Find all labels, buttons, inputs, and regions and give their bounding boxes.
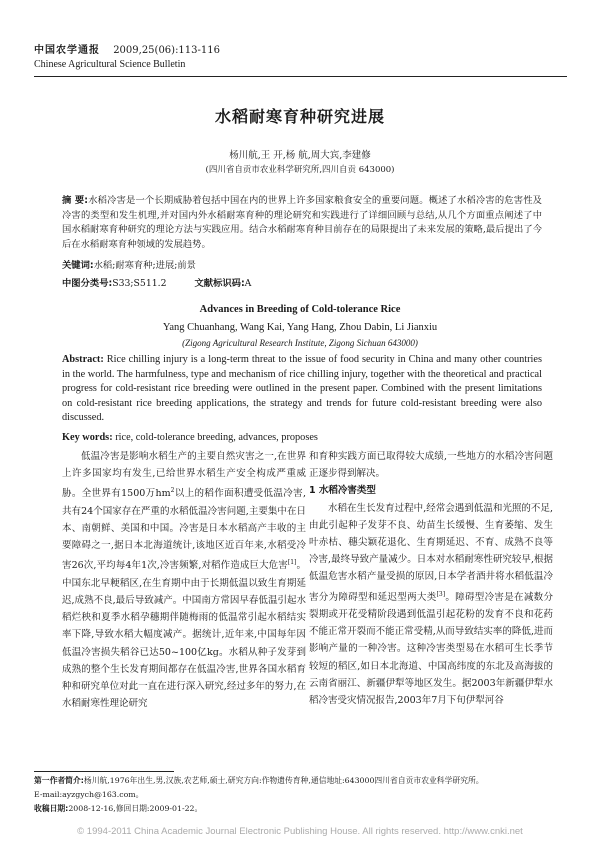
- abstract-cn-label: 摘 要:: [62, 195, 89, 206]
- journal-issue: 2009,25(06):113-116: [113, 45, 220, 56]
- journal-name-cn: 中国农学通报: [34, 45, 100, 56]
- article-title-en: Advances in Breeding of Cold-tolerance Rice: [199, 304, 401, 315]
- received-dates: 2008-12-16,修回日期:2009-01-22。: [68, 804, 203, 813]
- received-label: 收稿日期:: [34, 804, 69, 813]
- abstract-en-label: Abstract:: [62, 354, 104, 365]
- doc-code: A: [244, 278, 252, 289]
- citation: [1]: [287, 559, 297, 567]
- class-label: 中图分类号:: [62, 278, 113, 289]
- authors-cn: 杨川航,王 开,杨 航,周大宾,李建修: [229, 150, 371, 161]
- article-title-cn: 水稻耐寒育种研究进展: [214, 107, 385, 126]
- body-right-column: [309, 448, 553, 709]
- body-paragraph: 和育种实践方面已取得较大成绩,一些地方的水稻冷害问题正逐步得到解决。: [309, 451, 553, 480]
- section-heading: 1 水稻冷害类型: [309, 485, 376, 497]
- journal-header: [34, 41, 220, 56]
- class-number: S33;S511.2: [112, 278, 167, 289]
- keywords-cn: [62, 257, 196, 271]
- authors-en: Yang Chuanhang, Wang Kai, Yang Hang, Zhou Dabin, Li Jianxiu: [162, 322, 438, 333]
- body-text: 以上的稻作面积遭受低温冷害,共有24个国家存在严重的水稻低温冷害问题,主要集中在日本、南朝鲜、美国和中国。冷害是日本水稻高产丰收的主要障碍之一,据日本北海道统计,该地区近百年来,水稻受冷害26次,平均每4年1次,冷害频繁,对稻作造成巨大危害: [62, 488, 306, 572]
- footnote-author-text: 杨川航,1976年出生,男,汉族,农艺师,硕士,研究方向:作物遗传育种,通信地址:643000四川省自贡市农业科学研究所。: [83, 776, 484, 785]
- body-text: 。障碍型冷害是在减数分裂期或开花受精阶段遇到低温引起花粉的发育不良和花药不能正常开裂而不能正常受精,从而导致结实率的降低,进而影响产量的一种冷害。这种冷害类型易在水稻可生长季节较短的稻区,如日本北海道、中国高纬度的东北及高海拔的云南省丽江、新疆伊犁等地区发生。据2003年新疆伊犁水稻冷害受灾情况报告,2003年7月下旬伊犁河谷: [309, 591, 553, 706]
- footnote-author: [34, 775, 574, 787]
- body-text: 低温冷害是影响水稻生产的主要自然灾害之一,在世界上许多国家均有发生,已给世界水稻生产安全构成严重威胁。全世界有1500万hm: [62, 451, 306, 500]
- keywords-en: [62, 432, 318, 443]
- body-paragraph: [309, 500, 553, 710]
- affiliation-cn: (四川省自贡市农业科学研究所,四川自贡 643000): [205, 165, 395, 175]
- classification-line: [62, 275, 251, 289]
- superscript: 2: [170, 487, 175, 495]
- footnote-dates: [34, 803, 574, 815]
- affiliation-en: (Zigong Agricultural Research Institute, Zigong Sichuan 643000): [182, 338, 418, 348]
- abstract-en-text: Rice chilling injury is a long-term threat to the issue of food security in China and many other countries in the world. The harmfulness, type and mechanism of rice chilling injury, together with the theoretical and practical progress for cold-resistant rice breeding were outlined in the present paper. Combined with the present limitations on cold-resistant rice breeding applications, the strategy and trends for future cold-resistant breeding were also discussed.: [62, 354, 542, 424]
- keywords-en-label: Key words:: [62, 432, 113, 443]
- journal-name-en: Chinese Agricultural Science Bulletin: [34, 59, 186, 70]
- abstract-en: [62, 353, 542, 426]
- body-text: 水稻在生长发育过程中,经常会遇到低温和光照的不足,由此引起种子发芽不良、幼苗生长缓慢、生育萎缩、发生叶赤枯、穗尖颖花退化、生育期延迟、不育、成熟不良等冷害,最终导致产量减少。日本对水稻耐寒性研究较早,根据低温危害水稻产量受损的原因,日本学者酒井将水稻低温冷害分为障碍型和延迟型两大类: [309, 502, 553, 603]
- keywords-en-text: rice, cold-tolerance breeding, advances, proposes: [115, 432, 318, 443]
- copyright-watermark: © 1994-2011 China Academic Journal Electronic Publishing House. All rights reserved. http://www.cnki.net: [77, 826, 523, 837]
- body-left-column: [62, 448, 306, 712]
- keywords-cn-text: 水稻;耐寒育种;进展;前景: [93, 260, 196, 271]
- citation: [3]: [436, 590, 446, 598]
- footnote-rule: [34, 771, 174, 772]
- header-rule: [34, 76, 567, 77]
- abstract-cn: [62, 194, 542, 252]
- body-text: 。中国东北早粳稻区,在生育期中由于长期低温以致生育期延迟,成熟不良,最后导致减产。中国南方常因早春低温引起水稻烂秧和夏季水稻孕穗期伴随梅雨的低温常引起水稻结实率下降,导致水稻大幅度减产。据统计,近年来,中国每年因低温冷害损失稻谷已达50~100亿kg。水稻从种子发芽到成熟的整个生长发育期间都存在低温冷害,世界各国水稻育种和研究单位对此一直在进行深入研究,经过多年的努力,在水稻耐寒性理论研究: [62, 560, 306, 710]
- abstract-cn-text: 水稻冷害是一个长期威胁着包括中国在内的世界上许多国家粮食安全的重要问题。概述了水稻冷害的危害性及冷害的类型和发生机理,并对国内外水稻耐寒育种的理论研究和实践进行了详细回顾与总结,从几个方面重点阐述了中国水稻耐寒育种研究的理论方法与实践应用。结合水稻耐寒育种目前存在的局限提出了未来发展的策略,最后提出了今后在水稻耐寒育种领域的发展趋势。: [62, 195, 542, 250]
- body-paragraph: [62, 448, 306, 712]
- footnote-email: E-mail:ayzgych@163.com。: [34, 790, 144, 799]
- doc-code-label: 文献标识码:: [194, 278, 245, 289]
- footnote-author-label: 第一作者简介:: [34, 776, 84, 785]
- keywords-cn-label: 关键词:: [62, 260, 94, 271]
